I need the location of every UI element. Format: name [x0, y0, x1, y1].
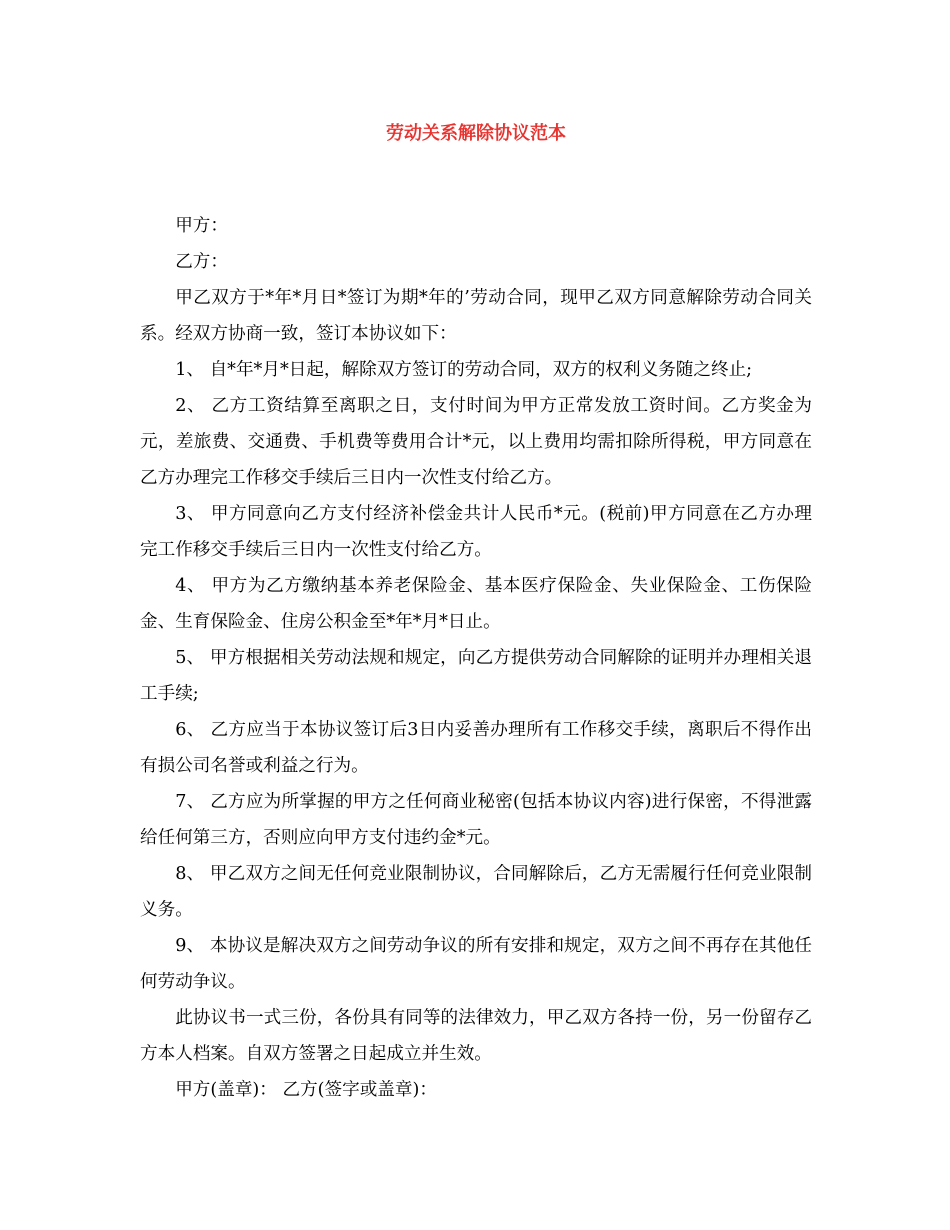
clause-6: 6、 乙方应当于本协议签订后3日内妥善办理所有工作移交手续，离职后不得作出有损公司名誉或利益之行为。	[140, 720, 812, 776]
party-a-line: 甲方：	[175, 216, 228, 236]
document-page	[140, 120, 812, 1108]
clause-8: 8、 甲乙双方之间无任何竞业限制协议，合同解除后，乙方无需履行任何竞业限制义务。	[140, 864, 812, 920]
clause-3: 3、 甲方同意向乙方支付经济补偿金共计人民币*元。(税前)甲方同意在乙方办理完工作移交手续后三日内一次性支付给乙方。	[140, 504, 812, 560]
clause-9: 9、 本协议是解决双方之间劳动争议的所有安排和规定，双方之间不再存在其他任何劳动争议。	[140, 936, 812, 992]
clause-7: 7、 乙方应为所掌握的甲方之任何商业秘密(包括本协议内容)进行保密，不得泄露给任何第三方，否则应向甲方支付违约金*元。	[140, 792, 812, 848]
clause-2: 2、 乙方工资结算至离职之日，支付时间为甲方正常发放工资时间。乙方奖金为元，差旅费、交通费、手机费等费用合计*元，以上费用均需扣除所得税，甲方同意在乙方办理完工作移交手续后三日内一次性支付给乙方。	[140, 396, 812, 488]
clause-5: 5、 甲方根据相关劳动法规和规定，向乙方提供劳动合同解除的证明并办理相关退工手续;	[140, 648, 812, 704]
closing-paragraph: 此协议书一式三份，各份具有同等的法律效力，甲乙双方各持一份，另一份留存乙方本人档案。自双方签署之日起成立并生效。	[140, 1008, 812, 1064]
intro-paragraph: 甲乙双方于*年*月日*签订为期*年的’劳动合同，现甲乙双方同意解除劳动合同关系。经双方协商一致，签订本协议如下：	[140, 288, 812, 344]
document-title: 劳动关系解除协议范本	[386, 123, 566, 144]
party-b-line: 乙方：	[175, 252, 228, 272]
clause-1: 1、 自*年*月*日起，解除双方签订的劳动合同，双方的权利义务随之终止;	[175, 360, 753, 380]
signature-line: 甲方(盖章)： 乙方(签字或盖章)：	[175, 1080, 437, 1100]
clause-4: 4、 甲方为乙方缴纳基本养老保险金、基本医疗保险金、失业保险金、工伤保险金、生育保险金、住房公积金至*年*月*日止。	[140, 576, 812, 632]
